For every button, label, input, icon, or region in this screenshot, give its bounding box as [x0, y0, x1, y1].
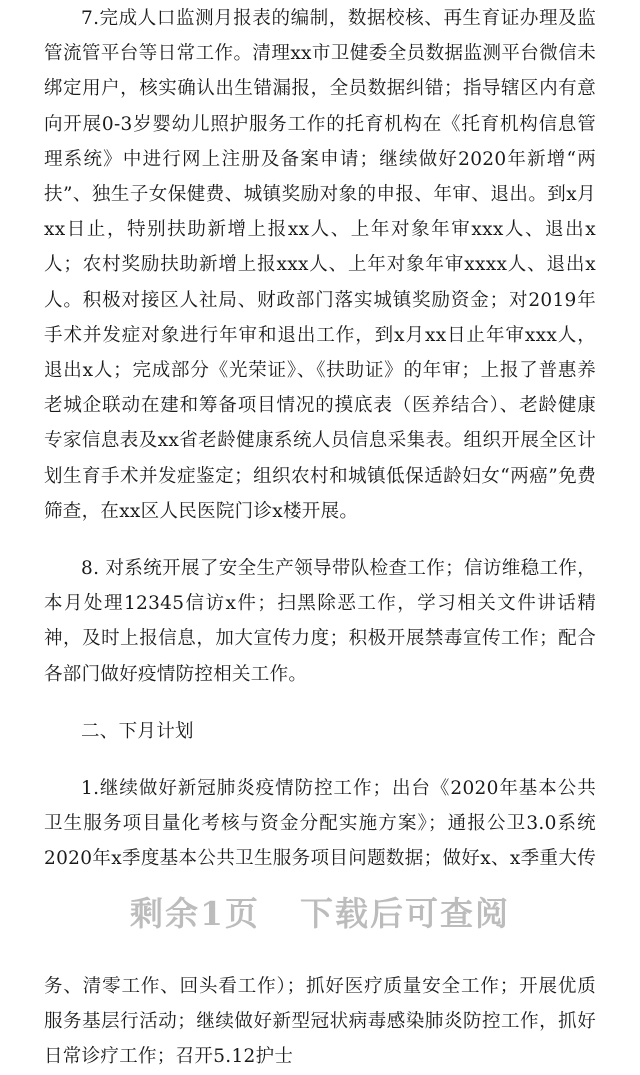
- download-prompt-banner[interactable]: [0, 888, 640, 935]
- remaining-pages-label: 剩余1页: [130, 894, 260, 933]
- plan-item-2: 务、清零工作、回头看工作）；抓好医疗质量安全工作；开展优质服务基层行活动；继续做好新型冠状病毒感染肺炎防控工作，抓好日常诊疗工作；召开5.12护士: [44, 976, 596, 1068]
- plan-item-1: 1.继续做好新冠肺炎疫情防控工作；出台《2020年基本公共卫生服务项目量化考核与资金分配实施方案》；通报公卫3.0系统2020年x季度基本公共卫生服务项目问题数据；做好x、x季重大传: [44, 778, 596, 870]
- paragraph-item-7: 7.完成人口监测月报表的编制，数据校核、再生育证办理及监管流管平台等日常工作。清理xx市卫健委全员数据监测平台微信未绑定用户，核实确认出生错漏报，全员数据纠错；指导辖区内有意向开展0-3岁婴幼儿照护服务工作的托育机构在《托育机构信息管理系统》中进行网上注册及备案申请；继续做好2020年新增“两扶”、独生子女保健费、城镇奖励对象的申报、年审、退出。到x月xx日止，特别扶助新增上报xx人、上年对象年审xxx人、退出x人；农村奖励扶助新增上报xxx人、上年对象年审xxxx人、退出x人。积极对接区人社局、财政部门落实城镇奖励资金；对2019年手术并发症对象进行年审和退出工作，到x月xx日止年审xxx人，退出x人；完成部分《光荣证》、《扶助证》的年审；上报了普惠养老城企联动在建和筹备项目情况的摸底表（医养结合）、老龄健康专家信息表及xx省老龄健康系统人员信息采集表。组织开展全区计划生育手术并发症鉴定；组织农村和城镇低保适龄妇女“两癌”免费筛查，在xx区人民医院门诊x楼开展。: [44, 8, 596, 522]
- section-heading-next-month-plan: 二、下月计划: [81, 720, 194, 742]
- download-to-view-label: 下载后可查阅: [299, 894, 510, 933]
- paragraph-item-8: 8. 对系统开展了安全生产领导带队检查工作；信访维稳工作，本月处理12345信访x件；扫黑除恶工作，学习相关文件讲话精神，及时上报信息，加大宣传力度；积极开展禁毒宣传工作；配合各部门做好疫情防控相关工作。: [44, 558, 596, 685]
